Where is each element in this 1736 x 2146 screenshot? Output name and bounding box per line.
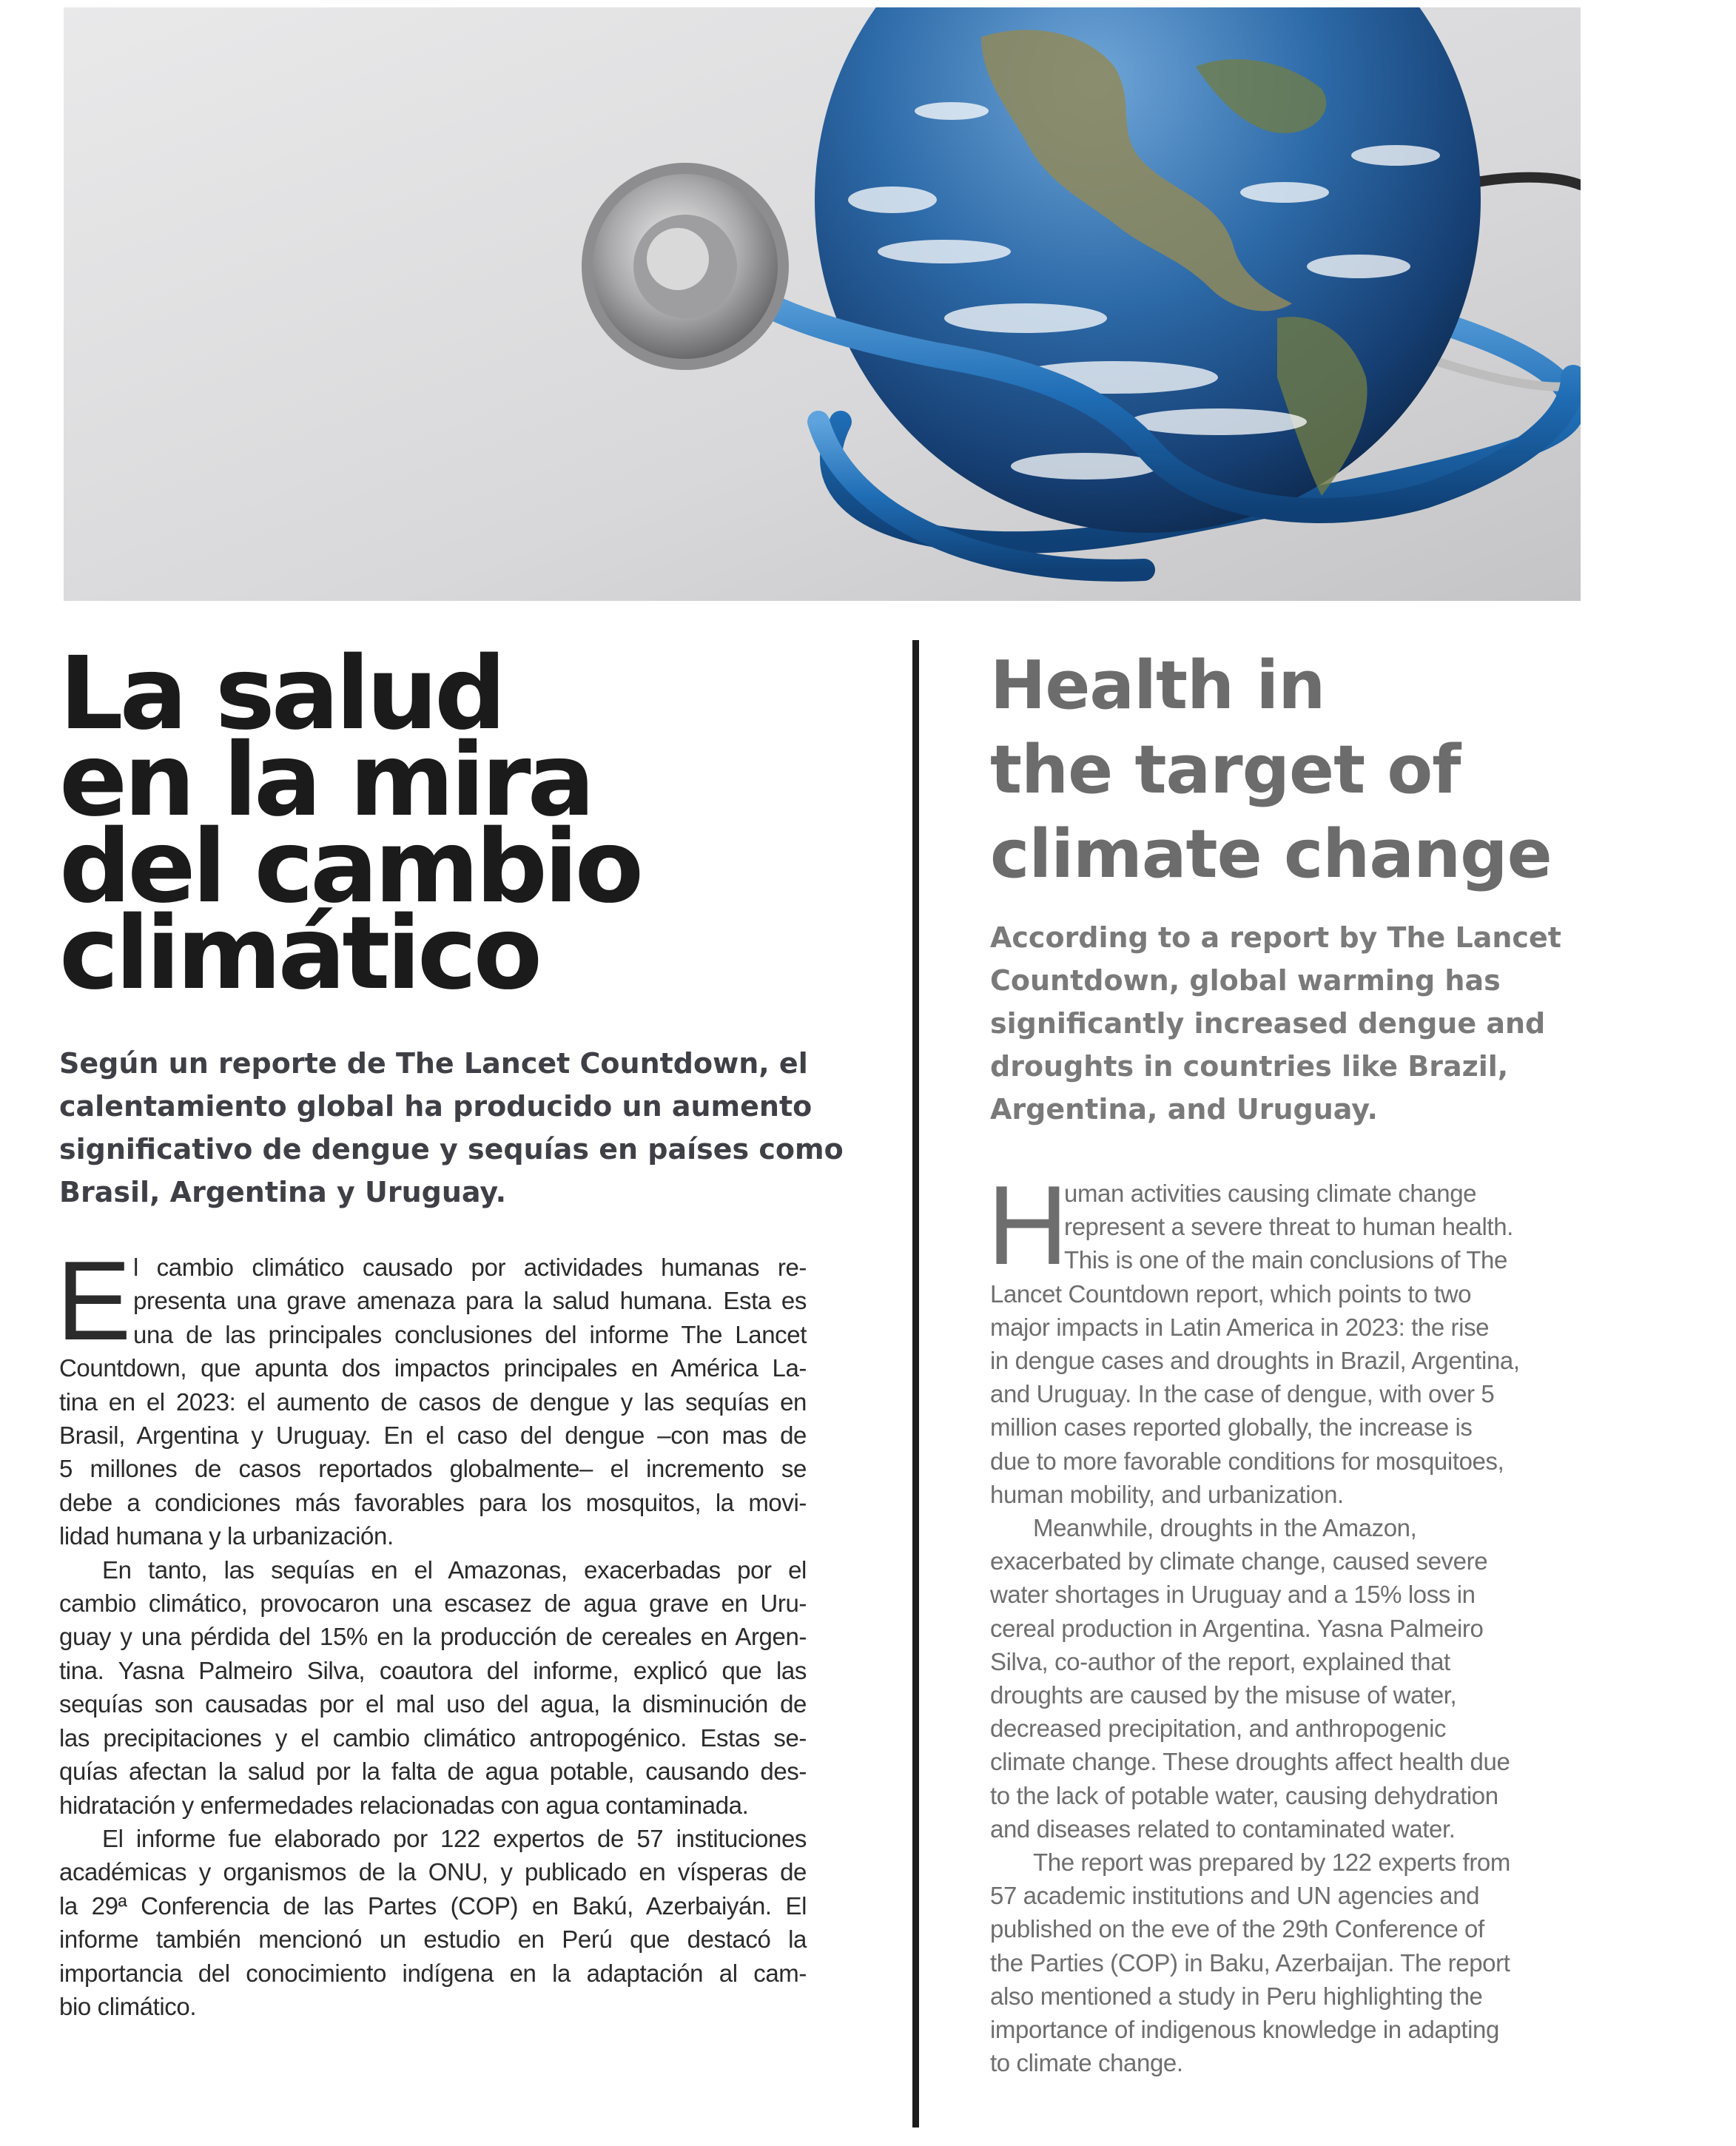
- spanish-title-line: La salud: [59, 636, 503, 753]
- body-line: quías afectan la salud por la falta de agua potable, causando des-: [59, 1758, 807, 1786]
- spanish-paragraph-2: [59, 1553, 807, 1822]
- body-line: cereal production in Argentina. Yasna Palmeiro: [990, 1614, 1484, 1642]
- globe-stethoscope-illustration: [64, 7, 1581, 601]
- body-line: importance of indigenous knowledge in adapting: [990, 2016, 1499, 2044]
- body-line: importancia del conocimiento indígena en la adaptación al cam-: [59, 1959, 807, 1987]
- body-line: hidratación y enfermedades relacionadas con agua contaminada.: [59, 1791, 749, 1819]
- body-line: major impacts in Latin America in 2023: the rise: [990, 1313, 1490, 1341]
- spanish-lead-line: calentamiento global ha producido un aumento: [59, 1090, 813, 1123]
- body-line: represent a severe threat to human health.: [1064, 1213, 1513, 1241]
- spanish-title-line: climático: [59, 895, 539, 1012]
- english-paragraph-1: [987, 1163, 1567, 1511]
- body-line: El informe fue elaborado por 122 expertos de 57 instituciones: [102, 1824, 807, 1852]
- body-line: académicas y organismos de la ONU, y publicado en vísperas de: [59, 1858, 807, 1886]
- spanish-body: [56, 1238, 807, 2023]
- english-title: [990, 644, 1567, 897]
- body-line: En tanto, las sequías en el Amazonas, exacerbadas por el: [102, 1555, 807, 1584]
- hero-image: [64, 7, 1581, 601]
- body-line: published on the eve of the 29th Conference of: [990, 1915, 1484, 1943]
- body-line: 57 academic institutions and UN agencies and: [990, 1882, 1480, 1910]
- body-line: water shortages in Uruguay and a 15% loss in: [990, 1581, 1476, 1609]
- body-line: due to more favorable conditions for mosquitoes,: [990, 1447, 1504, 1475]
- spanish-lead: [59, 1042, 844, 1214]
- body-line: Brasil, Argentina y Uruguay. En el caso del dengue –con mas de: [59, 1422, 807, 1450]
- body-line: tina. Yasna Palmeiro Silva, coautora del informe, explicó que las: [59, 1656, 807, 1684]
- spanish-drop-cap: E: [56, 1238, 131, 1364]
- body-line: informe también mencionó un estudio en Perú que destacó la: [59, 1925, 807, 1954]
- body-line: presenta una grave amenaza para la salud humana. Esta es: [133, 1287, 807, 1315]
- body-line: million cases reported globally, the increase is: [990, 1413, 1473, 1442]
- spanish-title-line: del cambio: [59, 809, 641, 926]
- body-line: climate change. These droughts affect health due: [990, 1748, 1510, 1776]
- body-line: guay y una pérdida del 15% en la producción de cereales en Argen-: [59, 1623, 807, 1651]
- body-line: Lancet Countdown report, which points to two: [990, 1279, 1472, 1308]
- body-line: decreased precipitation, and anthropogenic: [990, 1715, 1447, 1743]
- spanish-paragraph-3: [59, 1822, 807, 2023]
- column-divider: [912, 640, 919, 2128]
- body-line: la 29ª Conferencia de las Partes (COP) en Bakú, Azerbaiyán. El: [59, 1891, 807, 1920]
- english-title-line: climate change: [990, 815, 1552, 893]
- english-drop-cap: H: [987, 1163, 1069, 1288]
- english-lead-line: Argentina, and Uruguay.: [990, 1093, 1378, 1126]
- body-line: Meanwhile, droughts in the Amazon,: [1033, 1514, 1417, 1542]
- body-line: to climate change.: [990, 2049, 1183, 2077]
- spanish-lead-line: Según un reporte de The Lancet Countdown, el: [59, 1047, 808, 1080]
- english-paragraph-2: [990, 1511, 1567, 1846]
- body-line: lidad humana y la urbanización.: [59, 1522, 394, 1550]
- spanish-title-line: en la mira: [59, 722, 592, 839]
- body-line: las precipitaciones y el cambio climático antropogénico. Estas se-: [59, 1723, 807, 1752]
- body-line: droughts are caused by the misuse of water,: [990, 1681, 1457, 1709]
- body-line: sequías son causadas por el mal uso del agua, la disminución de: [59, 1690, 807, 1718]
- english-article: [987, 644, 1567, 2079]
- english-lead-line: Countdown, global warming has: [990, 964, 1501, 997]
- spanish-title: [59, 636, 807, 1012]
- english-lead-line: According to a report by The Lancet: [990, 921, 1561, 954]
- spanish-paragraph-1: [56, 1238, 807, 1553]
- body-line: the Parties (COP) in Baku, Azerbaijan. The report: [990, 1948, 1510, 1977]
- english-title-line: the target of: [990, 731, 1461, 809]
- body-line: human mobility, and urbanization.: [990, 1480, 1344, 1508]
- body-line: This is one of the main conclusions of The: [1064, 1246, 1507, 1274]
- english-lead-line: droughts in countries like Brazil,: [990, 1050, 1509, 1083]
- body-line: in dengue cases and droughts in Brazil, Argentina,: [990, 1347, 1520, 1375]
- spanish-article: [56, 636, 844, 2023]
- body-line: tina en el 2023: el aumento de casos de dengue y las sequías en: [59, 1388, 807, 1416]
- body-line: uman activities causing climate change: [1064, 1180, 1477, 1207]
- body-line: 5 millones de casos reportados globalmente– el incremento se: [59, 1455, 807, 1483]
- body-line: l cambio climático causado por actividades humanas re-: [133, 1254, 807, 1281]
- body-line: debe a condiciones más favorables para los mosquitos, la movi-: [59, 1488, 807, 1516]
- english-body: [987, 1163, 1567, 2079]
- body-line: exacerbated by climate change, caused severe: [990, 1547, 1488, 1575]
- body-line: and diseases related to contaminated water.: [990, 1814, 1456, 1843]
- english-paragraph-3: [990, 1846, 1567, 2079]
- body-line: bio climático.: [59, 1992, 197, 2020]
- body-line: and Uruguay. In the case of dengue, with over 5: [990, 1380, 1495, 1408]
- body-line: cambio climático, provocaron una escasez de agua grave en Uru-: [59, 1590, 807, 1618]
- body-line: The report was prepared by 122 experts from: [1033, 1849, 1510, 1877]
- body-line: Silva, co-author of the report, explained that: [990, 1647, 1450, 1675]
- body-line: to the lack of potable water, causing dehydration: [990, 1781, 1498, 1809]
- spanish-lead-line: significativo de dengue y sequías en países como: [59, 1133, 844, 1166]
- body-line: una de las principales conclusiones del informe The Lancet: [133, 1320, 807, 1348]
- english-title-line: Health in: [990, 647, 1325, 724]
- english-lead: [990, 916, 1567, 1131]
- spanish-lead-line: Brasil, Argentina y Uruguay.: [59, 1176, 507, 1208]
- body-line: also mentioned a study in Peru highlighting the: [990, 1982, 1483, 2010]
- body-line: Countdown, que apunta dos impactos principales en América La-: [59, 1354, 807, 1382]
- english-lead-line: significantly increased dengue and: [990, 1007, 1546, 1040]
